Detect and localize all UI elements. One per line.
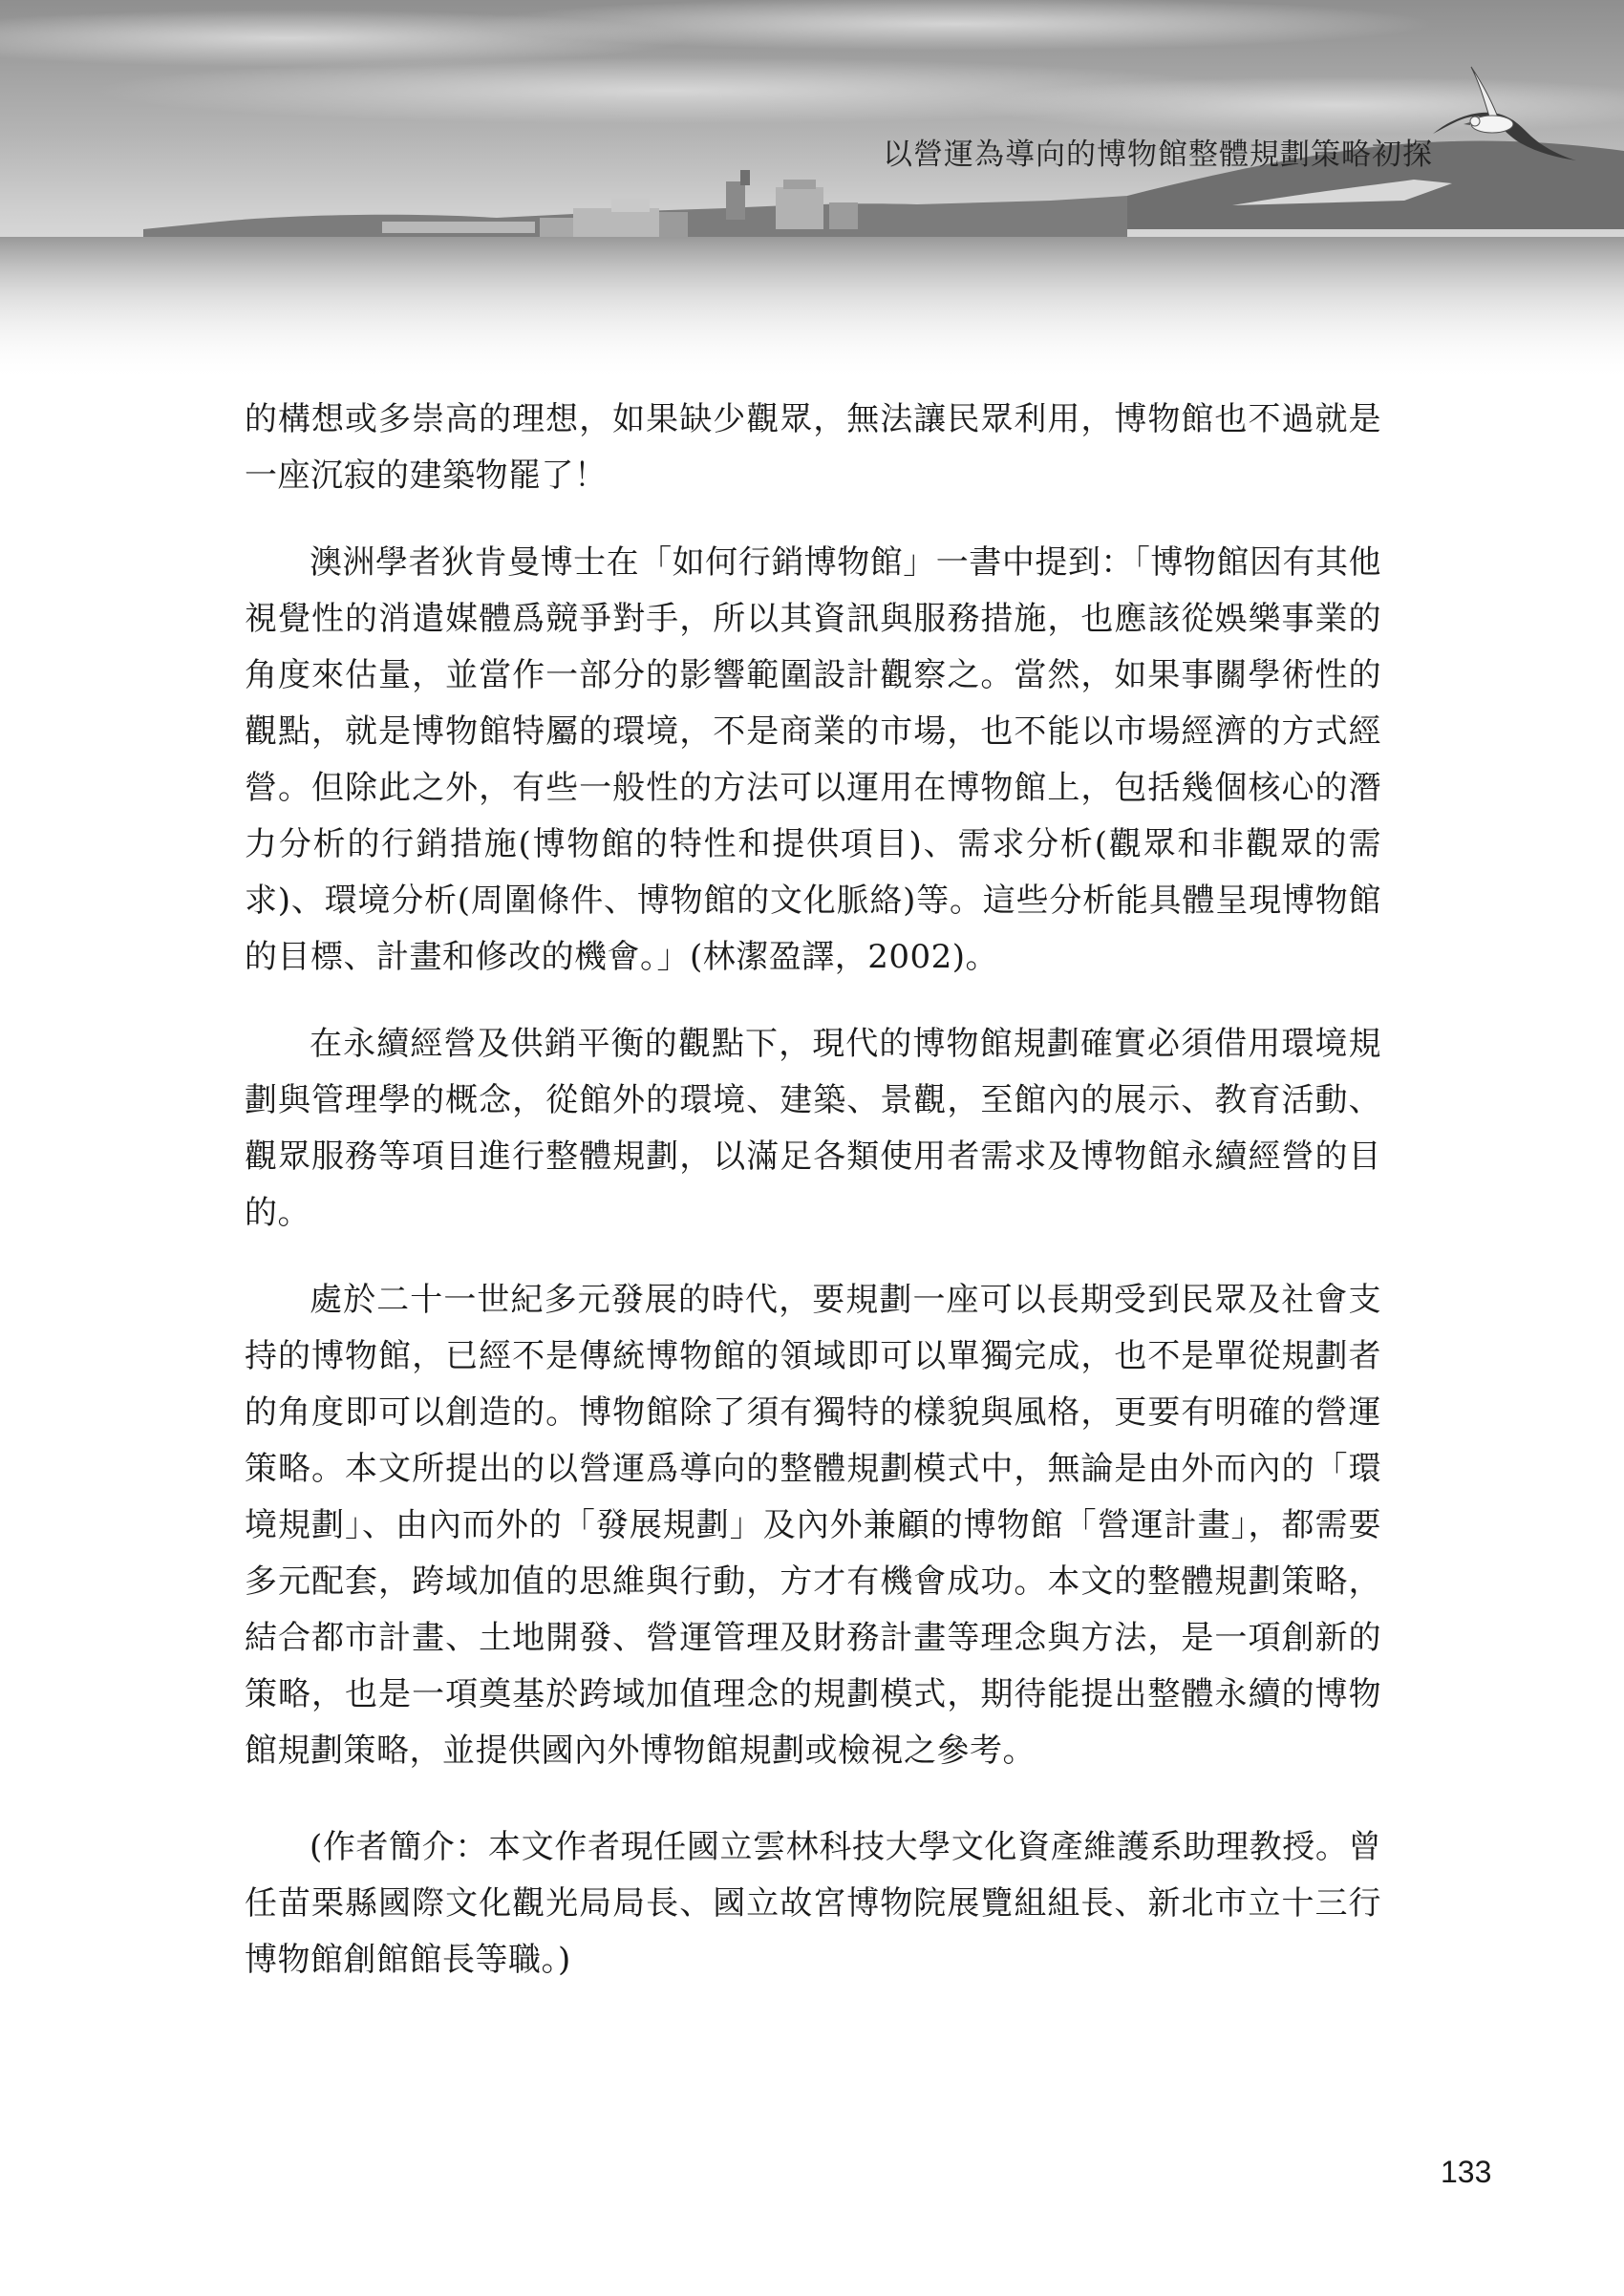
coastal-landscape-image xyxy=(0,0,1624,382)
paragraph: 在永續經營及供銷平衡的觀點下，現代的博物館規劃確實必須借用環境規劃與管理學的概念，從館外的環境、建築、景觀，至館內的展示、教育活動、觀眾服務等項目進行整體規劃，以滿足各類使用者需求及博物館永續經營的目的。 xyxy=(245,1025,1381,1232)
page-number: 133 xyxy=(1441,2155,1492,2189)
paragraph: 的構想或多崇高的理想，如果缺少觀眾，無法讓民眾利用，博物館也不過就是一座沉寂的建築物罷了！ xyxy=(245,400,1381,495)
paragraph: 澳洲學者狄肯曼博士在「如何行銷博物館」一書中提到：「博物館因有其他視覺性的消遣媒體爲競爭對手，所以其資訊與服務措施，也應該從娛樂事業的角度來估量，並當作一部分的影響範圍設計觀察之。當然，如果事關學術性的觀點，就是博物館特屬的環境，不是商業的市場，也不能以市場經濟的方式經營。但除此之外，有些一般性的方法可以運用在博物館上，包括幾個核心的潛力分析的行銷措施(博物館的特性和提供項目)、需求分析(觀眾和非觀眾的需求)、環境分析(周圍條件、博物館的文化脈絡)等。這些分析能具體呈現博物館的目標、計畫和修改的機會。」(林潔盈譯，2002)。 xyxy=(245,543,1381,976)
article-body xyxy=(245,392,1381,1988)
header-banner xyxy=(0,0,1624,382)
paragraph: 處於二十一世紀多元發展的時代，要規劃一座可以長期受到民眾及社會支持的博物館，已經不是傳統博物館的領域即可以單獨完成，也不是單從規劃者的角度即可以創造的。博物館除了須有獨特的樣貌與風格，更要有明確的營運策略。本文所提出的以營運爲導向的整體規劃模式中，無論是由外而內的「環境規劃」、由內而外的「發展規劃」及內外兼顧的博物館「營運計畫」，都需要多元配套，跨域加值的思維與行動，方才有機會成功。本文的整體規劃策略，結合都市計畫、土地開發、營運管理及財務計畫等理念與方法，是一項創新的策略，也是一項奠基於跨域加值理念的規劃模式，期待能提出整體永續的博物館規劃策略，並提供國內外博物館規劃或檢視之參考。 xyxy=(245,1281,1381,1770)
author-note: (作者簡介：本文作者現任國立雲林科技大學文化資產維護系助理教授。曾任苗栗縣國際文化觀光局局長、國立故宮博物院展覽組組長、新北市立十三行博物館創館館長等職。) xyxy=(245,1828,1381,1979)
running-title: 以營運為導向的博物館整體規劃策略初探 xyxy=(883,138,1433,172)
